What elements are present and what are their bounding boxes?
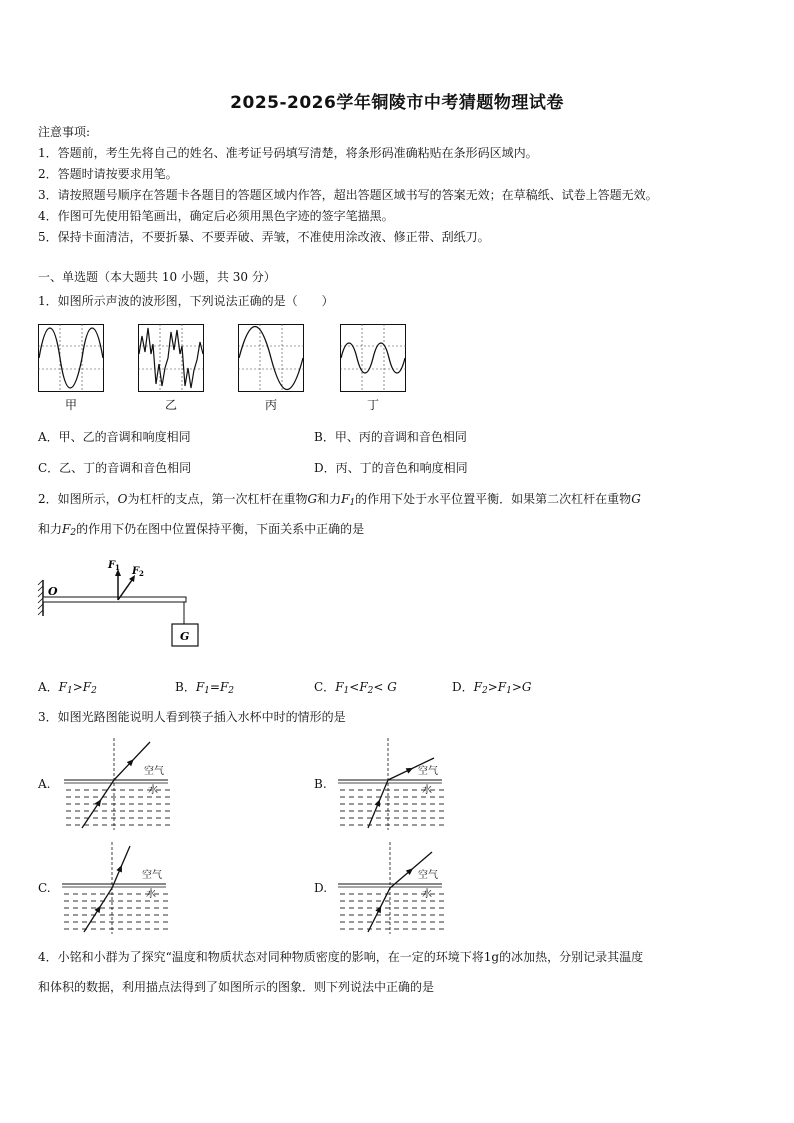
weight-symbol: G xyxy=(307,492,318,506)
notice-item: 3．请按照题号顺序在答题卡各题目的答题区域内作答，超出答题区域书写的答案无效；在草稿纸、试卷上答题无效。 xyxy=(38,188,658,202)
option-letter-d: D. xyxy=(314,881,328,895)
air-label: 空气 xyxy=(142,870,162,881)
arrowhead xyxy=(95,906,101,914)
text: 的冰加热，分别记录其温度 xyxy=(499,950,644,964)
question-3-stem: 3．如图光路图能说明人看到筷子插入水杯中时的情形的是 xyxy=(38,710,346,724)
relation: > xyxy=(72,680,83,694)
optics-diagram-b xyxy=(338,738,442,830)
text: 为杠杆的支点，第一次杠杆在重物 xyxy=(127,492,308,506)
question-2-stem-line1 xyxy=(38,490,641,508)
waveform-bing xyxy=(238,324,304,392)
q2-option-d xyxy=(452,678,531,696)
option-d: D．丙、丁的音色和响度相同 xyxy=(314,461,468,475)
water-label: 水 xyxy=(146,889,156,900)
notice-item: 5．保持卡面清洁，不要折暴、不要弄破、弄皱，不准使用涂改液、修正带、刮纸刀。 xyxy=(38,230,490,244)
notice-item: 4．作图可先使用铅笔画出，确定后必须用黑色字迹的签字笔描黑。 xyxy=(38,209,394,223)
optics-diagram-d xyxy=(338,842,442,934)
section-heading: 一、单选题（本大题共 10 小题，共 30 分） xyxy=(38,270,276,284)
q2-option-b xyxy=(175,678,234,696)
f1-subscript: 1 xyxy=(115,563,120,572)
notice-item: 1．答题前，考生先将自己的姓名、准考证号码填写清楚，将条形码准确粘贴在条形码区域内。 xyxy=(38,146,538,160)
option-letter: C． xyxy=(314,680,336,694)
water-label: 水 xyxy=(148,785,158,796)
weight-symbol: G xyxy=(521,680,532,694)
question-2-stem-line2 xyxy=(38,520,364,538)
option-letter: D． xyxy=(452,680,474,694)
q2-option-c xyxy=(314,678,397,696)
relation: = xyxy=(209,680,220,694)
air-label: 空气 xyxy=(418,766,438,777)
option-letter-b: B. xyxy=(314,777,327,791)
text: 和力 xyxy=(38,522,63,536)
weight-symbol: G xyxy=(387,680,397,694)
air-label: 空气 xyxy=(418,870,438,881)
option-letter: A． xyxy=(38,680,59,694)
option-letter-a: A. xyxy=(38,777,51,791)
text: 和力 xyxy=(317,492,342,506)
force-symbol: F xyxy=(359,680,368,694)
text: 的作用下处于水平位置平衡．如果第二次杠杆在重物 xyxy=(355,492,632,506)
pivot-symbol: O xyxy=(117,492,128,506)
text: 的作用下仍在图中位置保持平衡，下面关系中正确的是 xyxy=(76,522,365,536)
subscript: 2 xyxy=(70,528,77,538)
force-symbol: F xyxy=(497,680,507,694)
relation: > xyxy=(487,680,498,694)
mass-value: 1g xyxy=(483,950,500,964)
option-a: A．甲、乙的音调和响度相同 xyxy=(38,430,191,444)
force-symbol: F xyxy=(335,680,344,694)
text: 4．小铭和小群为了探究“温度和物质状态对同种物质密度的影响，在一定的环境下将 xyxy=(38,950,484,964)
force-symbol: F xyxy=(195,680,205,694)
arrowhead xyxy=(95,799,101,806)
force-symbol: F xyxy=(62,522,71,536)
option-b: B．甲、丙的音调和音色相同 xyxy=(314,430,467,444)
waveform-label: 甲 xyxy=(64,398,77,412)
force-symbol: F xyxy=(341,492,350,506)
option-c: C．乙、丁的音调和音色相同 xyxy=(38,461,192,475)
subscript: 1 xyxy=(67,686,73,696)
option-letter: B． xyxy=(175,680,196,694)
relation: < xyxy=(373,680,388,694)
waveform-label: 丁 xyxy=(366,398,379,412)
subscript: 2 xyxy=(228,686,235,696)
subscript: 2 xyxy=(91,686,97,696)
relation: > xyxy=(511,680,522,694)
force-symbol: F xyxy=(58,680,67,694)
f1-label: F xyxy=(108,560,116,571)
lever-diagram xyxy=(38,560,208,652)
notice-heading: 注意事项: xyxy=(38,125,91,139)
f2-subscript: 2 xyxy=(139,569,144,578)
weight-label: G xyxy=(180,630,190,643)
force-symbol: F xyxy=(82,680,92,694)
notice-item: 2．答题时请按要求用笔。 xyxy=(38,167,178,181)
q2-option-a xyxy=(38,678,97,696)
subscript: 2 xyxy=(367,686,374,696)
weight-symbol: G xyxy=(631,492,641,506)
force-symbol: F xyxy=(219,680,229,694)
f2-label: F xyxy=(132,566,140,577)
question-4-stem-line2: 和体积的数据，利用描点法得到了如图所示的图象．则下列说法中正确的是 xyxy=(38,980,435,994)
relation: < xyxy=(349,680,360,694)
pivot-label: O xyxy=(48,585,58,598)
optics-diagram-a xyxy=(64,738,168,830)
waveform-yi xyxy=(138,324,204,392)
waveform-label: 乙 xyxy=(164,398,177,412)
subscript: 1 xyxy=(349,498,356,508)
waveform-ding xyxy=(340,324,406,392)
waveform-jia xyxy=(38,324,104,392)
question-1-stem: 1．如图所示声波的波形图，下列说法正确的是（ ） xyxy=(38,294,334,308)
air-label: 空气 xyxy=(144,766,164,777)
water-label: 水 xyxy=(422,785,432,796)
subscript: 1 xyxy=(506,686,512,696)
waveform-label: 丙 xyxy=(264,398,277,412)
subscript: 1 xyxy=(204,686,210,696)
page-title: 2025-2026学年铜陵市中考猜题物理试卷 xyxy=(230,93,564,113)
text: 2．如图所示， xyxy=(38,492,118,506)
optics-diagram-c xyxy=(62,842,166,934)
question-4-stem-line1 xyxy=(38,948,643,965)
subscript: 1 xyxy=(343,686,350,696)
subscript: 2 xyxy=(481,686,488,696)
water-label: 水 xyxy=(422,889,432,900)
option-letter-c: C. xyxy=(38,881,51,895)
force-symbol: F xyxy=(473,680,482,694)
